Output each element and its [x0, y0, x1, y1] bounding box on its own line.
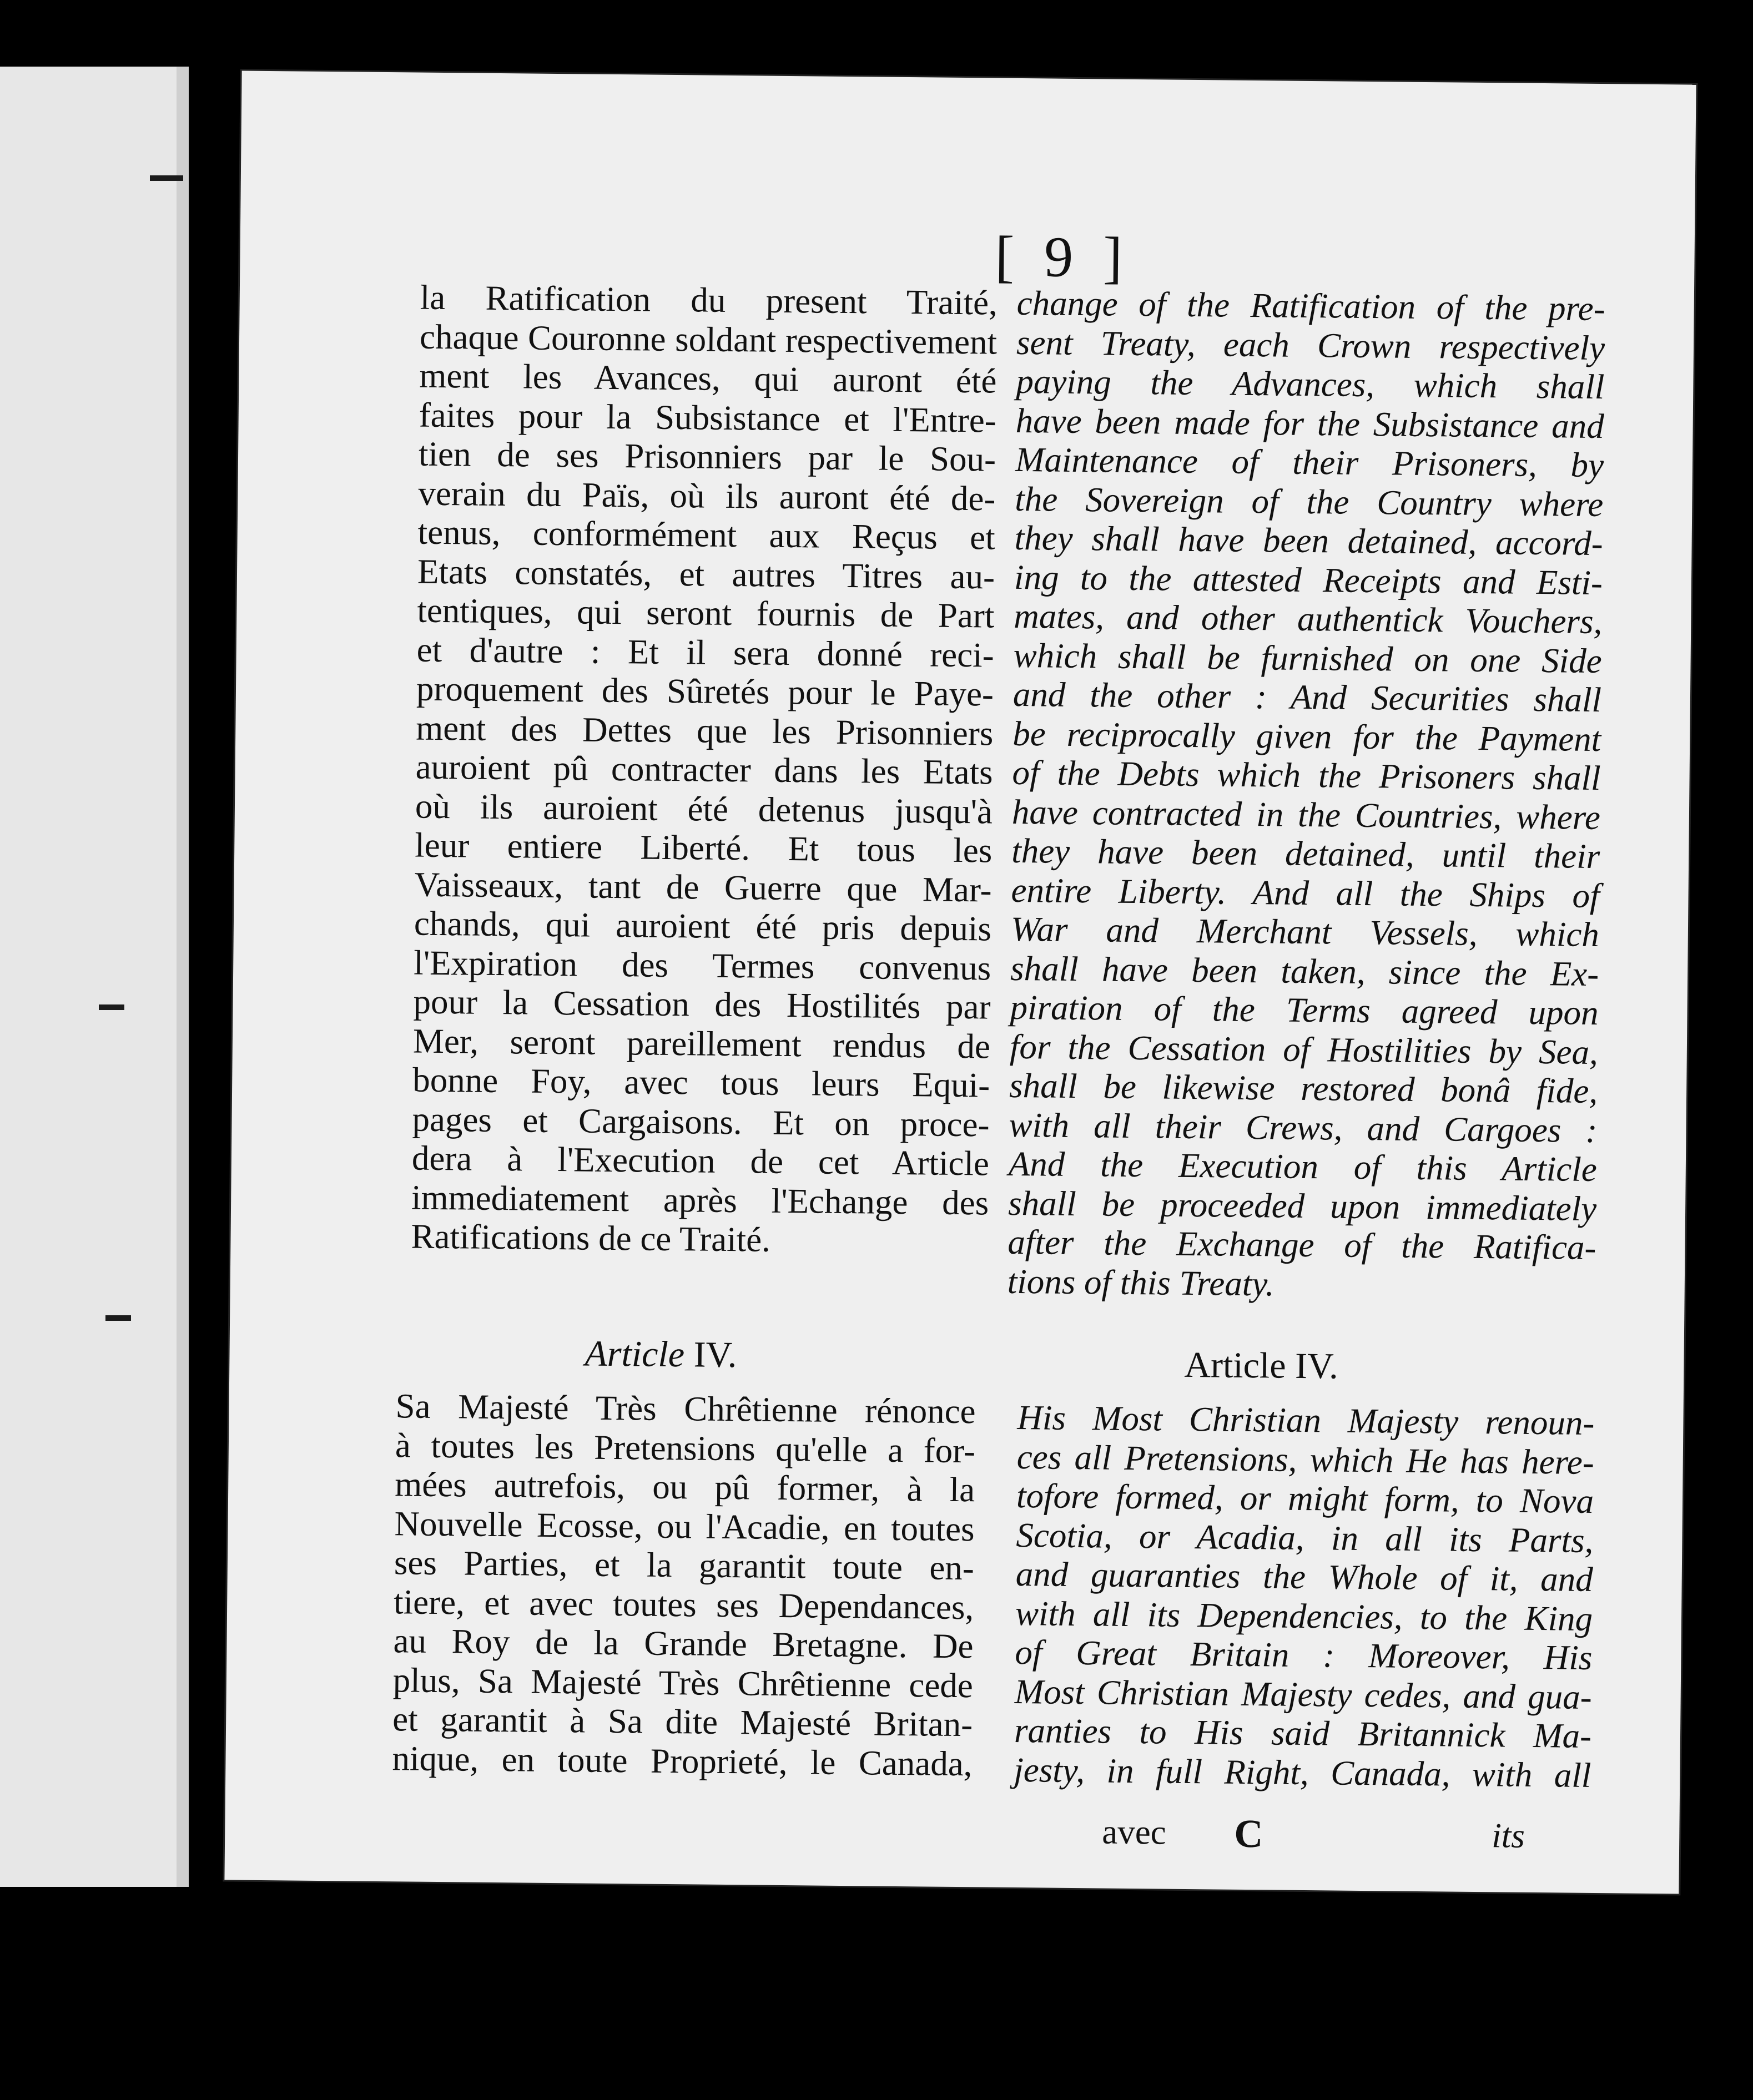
article-heading-french	[585, 1333, 737, 1377]
text-line: Sa Majesté Très Chrêtienne rénonce	[395, 1386, 976, 1431]
text-line: and the other : And Securities shall	[1012, 674, 1602, 720]
text-line: à toutes les Pretensions qu'elle a for-	[395, 1425, 976, 1470]
text-line: have contracted in the Countries, where	[1011, 792, 1601, 837]
text-line: jesty, in full Right, Canada, with all	[1014, 1750, 1591, 1795]
text-line: tien de ses Prisonniers par le Sou-	[418, 434, 996, 479]
text-line: nique, en toute Proprieté, le Canada,	[392, 1738, 973, 1783]
french-column-article-4	[392, 1386, 976, 1783]
text-line: of Great Britain : Moreover, His	[1015, 1633, 1593, 1677]
text-line: plus, Sa Majesté Très Chrêtienne cede	[392, 1660, 974, 1705]
text-line: Vaisseaux, tant de Guerre que Mar-	[414, 865, 992, 910]
text-line: they have been detained, until their	[1011, 831, 1600, 876]
text-line: Etats constatés, et autres Titres au-	[417, 552, 995, 597]
text-line: tions of this Treaty.	[1007, 1261, 1275, 1303]
text-line: War and Merchant Vessels, which	[1010, 909, 1600, 955]
text-line: for the Cessation of Hostilities by Sea,	[1009, 1027, 1599, 1072]
text-line: shall be likewise restored bonâ fide,	[1009, 1066, 1598, 1111]
text-line: be reciprocally given for the Payment	[1012, 714, 1601, 759]
text-line: piration of the Terms agreed upon	[1010, 987, 1599, 1033]
text-line: où ils auroient été detenus jusqu'à	[415, 786, 993, 831]
text-line: the Sovereign of the Country where	[1015, 479, 1604, 524]
text-line: they shall have been detained, accord-	[1014, 518, 1603, 563]
facing-page-edge	[0, 67, 189, 1887]
text-line: Maintenance of their Prisoners, by	[1015, 440, 1604, 485]
text-line: chands, qui auroient été pris depuis	[414, 903, 992, 948]
page-number: [ 9 ]	[995, 224, 1131, 290]
margin-mark	[150, 175, 183, 181]
text-line: immediatement après l'Echange des	[411, 1178, 989, 1223]
margin-mark	[99, 1004, 124, 1010]
text-line: Ratifications de ce Traité.	[411, 1216, 771, 1259]
text-line: change of the Ratification of the pre-	[1016, 283, 1606, 329]
text-line: tiere, et avec toutes ses Dependances,	[393, 1582, 974, 1627]
text-line: Scotia, or Acadia, in all its Parts,	[1016, 1515, 1594, 1560]
text-line: ces all Pretensions, which He has here-	[1016, 1437, 1595, 1482]
text-line: faites pour la Subsistance et l'Entre-	[419, 395, 997, 440]
text-line: au Roy de la Grande Bretagne. De	[393, 1621, 974, 1666]
text-line: auroient pû contracter dans les Etats	[415, 747, 993, 792]
text-line: ing to the attested Receipts and Esti-	[1014, 557, 1603, 602]
text-line: paying the Advances, which shall	[1016, 361, 1605, 407]
text-line: tentiques, qui seront fournis de Part	[417, 590, 995, 635]
text-line: Most Christian Majesty cedes, and gua-	[1014, 1672, 1593, 1717]
catchword-french: avec	[1101, 1812, 1167, 1852]
text-line: l'Expiration des Termes convenus	[413, 943, 991, 988]
text-line: Mer, seront pareillement rendus de	[412, 1021, 991, 1066]
text-line: Nouvelle Ecosse, ou l'Acadie, en toutes	[394, 1503, 975, 1548]
heading-number: IV.	[693, 1334, 737, 1376]
text-line: with all its Dependencies, to the King	[1015, 1593, 1593, 1638]
text-line: chaque Couronne soldant respectivement	[419, 317, 998, 362]
text-line: dera à l'Execution de cet Article	[411, 1138, 990, 1183]
text-line: ment des Dettes que les Prisonniers	[416, 708, 994, 753]
margin-mark	[105, 1315, 131, 1321]
heading-word: Article	[585, 1333, 685, 1375]
text-line: ment les Avances, qui auront été	[419, 356, 997, 401]
facing-page-gutter	[177, 67, 189, 1887]
catchword-english: its	[1491, 1816, 1525, 1855]
english-column-article-4	[1014, 1398, 1595, 1795]
text-line: leur entiere Liberté. Et tous les	[414, 825, 993, 870]
text-line: after the Exchange of the Ratifica-	[1008, 1222, 1596, 1268]
text-line: tofore formed, or might form, to Nova	[1016, 1476, 1594, 1521]
text-line: of the Debts which the Prisoners shall	[1012, 753, 1601, 798]
text-line: ranties to His said Britannick Ma-	[1014, 1710, 1592, 1755]
french-column-top	[411, 278, 998, 1261]
text-line: verain du Païs, où ils auront été de-	[418, 473, 996, 518]
book-page	[224, 71, 1696, 1894]
text-line: bonne Foy, avec tous leurs Equi-	[412, 1060, 990, 1105]
text-line: ses Parties, et la garantit toute en-	[394, 1543, 975, 1588]
text-line: et garantit à Sa dite Majesté Britan-	[392, 1699, 973, 1744]
text-line: et d'autre : Et il sera donné reci-	[416, 630, 995, 675]
text-line: proquement des Sûretés pour le Paye-	[416, 669, 994, 714]
text-line: shall have been taken, since the Ex-	[1010, 948, 1599, 993]
english-column-top	[1007, 284, 1605, 1306]
text-line: la Ratification du present Traité,	[420, 277, 998, 322]
text-line: And the Execution of this Article	[1008, 1144, 1598, 1189]
text-line: sent Treaty, each Crown respectively	[1016, 322, 1605, 367]
text-line: mées autrefois, ou pû former, à la	[394, 1465, 975, 1510]
text-line: His Most Christian Majesty renoun-	[1017, 1398, 1595, 1443]
text-line: mates, and other authentick Vouchers,	[1014, 596, 1603, 642]
text-line: entire Liberty. And all the Ships of	[1011, 870, 1600, 915]
text-line: tenus, conformément aux Reçus et	[417, 512, 996, 557]
signature-mark: C	[1233, 1811, 1263, 1856]
text-line: pages et Cargaisons. Et on proce-	[412, 1099, 990, 1144]
text-line: shall be proceeded upon immediately	[1008, 1183, 1597, 1228]
text-line: pour la Cessation des Hostilités par	[413, 982, 991, 1027]
article-heading-english: Article IV.	[1184, 1344, 1339, 1387]
text-line: and guaranties the Whole of it, and	[1015, 1554, 1594, 1599]
text-line: with all their Crews, and Cargoes :	[1009, 1105, 1598, 1150]
text-line: which shall be furnished on one Side	[1013, 635, 1602, 680]
text-line: have been made for the Subsistance and	[1015, 401, 1605, 446]
